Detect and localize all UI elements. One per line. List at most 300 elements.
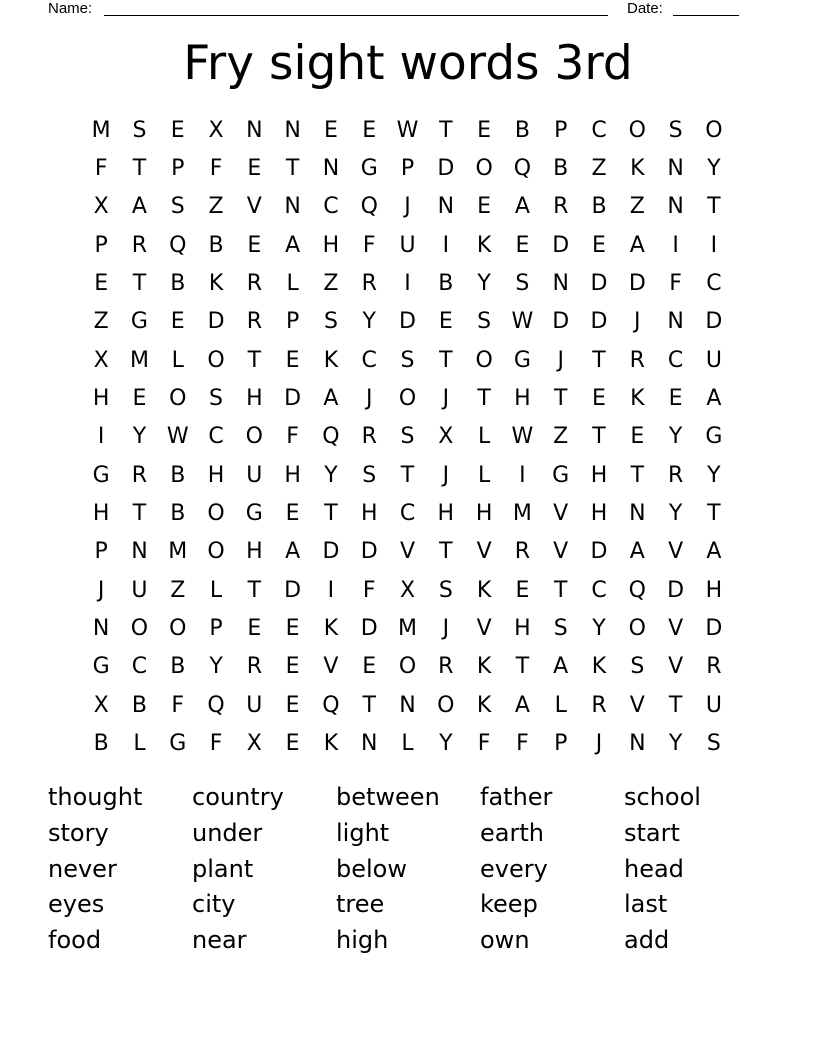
grid-letter: A bbox=[706, 386, 722, 412]
grid-letter: C bbox=[131, 654, 148, 680]
grid-letter: O bbox=[398, 386, 417, 412]
grid-letter: K bbox=[630, 156, 645, 182]
grid-letter: R bbox=[438, 654, 454, 680]
grid-letter: X bbox=[93, 194, 109, 220]
grid-letter: K bbox=[476, 654, 492, 680]
grid-letter: B bbox=[170, 654, 186, 680]
grid-letter: R bbox=[591, 692, 607, 718]
word-list-item: eyes bbox=[48, 890, 105, 919]
grid-letter: D bbox=[284, 386, 302, 412]
letter-grid bbox=[82, 111, 733, 763]
grid-letter: Q bbox=[322, 424, 340, 450]
grid-letter: P bbox=[554, 117, 568, 143]
grid-letter: O bbox=[705, 117, 723, 143]
grid-letter: V bbox=[668, 539, 684, 565]
grid-letter: E bbox=[170, 309, 185, 335]
grid-letter: Y bbox=[362, 309, 376, 335]
grid-letter: S bbox=[438, 577, 453, 603]
grid-letter: S bbox=[400, 424, 415, 450]
grid-letter: V bbox=[399, 539, 416, 565]
grid-letter: N bbox=[92, 616, 110, 642]
grid-letter: L bbox=[401, 731, 414, 757]
grid-letter: P bbox=[171, 156, 185, 182]
grid-letter: A bbox=[553, 654, 569, 680]
grid-letter: O bbox=[245, 424, 263, 450]
grid-letter: S bbox=[170, 194, 185, 220]
grid-letter: A bbox=[131, 194, 147, 220]
grid-letter: M bbox=[91, 117, 111, 143]
grid-letter: E bbox=[477, 194, 492, 220]
grid-letter: J bbox=[442, 616, 450, 642]
grid-letter: A bbox=[323, 386, 339, 412]
grid-letter: J bbox=[404, 194, 411, 220]
grid-letter: K bbox=[476, 232, 492, 258]
grid-letter: K bbox=[630, 386, 645, 412]
grid-letter: A bbox=[629, 539, 645, 565]
word-list-item: head bbox=[624, 854, 684, 883]
grid-letter: N bbox=[629, 501, 646, 527]
grid-letter: D bbox=[552, 309, 570, 335]
grid-letter: N bbox=[246, 117, 263, 143]
grid-letter: Q bbox=[322, 692, 340, 718]
grid-letter: O bbox=[130, 616, 149, 642]
grid-letter: I bbox=[327, 577, 335, 603]
grid-letter: E bbox=[285, 654, 300, 680]
grid-letter: U bbox=[399, 232, 416, 258]
grid-letter: V bbox=[476, 616, 492, 642]
grid-letter: E bbox=[285, 501, 300, 527]
grid-letter: N bbox=[284, 194, 301, 220]
grid-letter: U bbox=[131, 577, 148, 603]
grid-letter: H bbox=[705, 577, 723, 603]
word-list-item: city bbox=[192, 890, 236, 919]
grid-letter: U bbox=[705, 692, 722, 718]
grid-letter: O bbox=[169, 386, 187, 412]
grid-letter: E bbox=[285, 616, 300, 642]
grid-letter: L bbox=[171, 347, 184, 373]
grid-letter: R bbox=[629, 347, 645, 373]
grid-letter: T bbox=[439, 117, 453, 143]
word-list-item: plant bbox=[192, 854, 254, 883]
grid-letter: D bbox=[705, 616, 723, 642]
grid-letter: Y bbox=[132, 424, 147, 450]
grid-letter: A bbox=[285, 539, 301, 565]
word-list-item: under bbox=[192, 818, 263, 847]
grid-letter: P bbox=[94, 232, 108, 258]
grid-letter: G bbox=[92, 462, 110, 488]
grid-letter: H bbox=[284, 462, 301, 488]
grid-letter: R bbox=[246, 271, 262, 297]
grid-letter: C bbox=[591, 577, 607, 603]
grid-letter: F bbox=[209, 731, 223, 757]
grid-letter: U bbox=[246, 692, 263, 718]
grid-letter: S bbox=[630, 654, 645, 680]
grid-letter: W bbox=[396, 117, 419, 143]
grid-letter: D bbox=[667, 577, 685, 603]
grid-letter: U bbox=[246, 462, 263, 488]
grid-letter: H bbox=[514, 386, 531, 412]
grid-letter: G bbox=[92, 654, 110, 680]
grid-letter: G bbox=[130, 309, 148, 335]
grid-letter: H bbox=[360, 501, 378, 527]
grid-letter: J bbox=[365, 386, 373, 412]
grid-letter: O bbox=[169, 616, 187, 642]
grid-letter: Y bbox=[668, 731, 683, 757]
grid-letter: E bbox=[592, 386, 606, 412]
grid-letter: Y bbox=[324, 462, 338, 488]
grid-letter: E bbox=[362, 117, 377, 143]
grid-letter: H bbox=[92, 386, 110, 412]
grid-letter: E bbox=[477, 117, 492, 143]
word-list-item: country bbox=[192, 783, 284, 811]
grid-letter: T bbox=[247, 577, 262, 603]
grid-letter: B bbox=[170, 501, 186, 527]
grid-letter: Y bbox=[707, 156, 721, 182]
grid-letter: T bbox=[592, 424, 606, 450]
grid-letter: B bbox=[514, 117, 530, 143]
word-list-item: story bbox=[48, 818, 109, 847]
word-list-item: never bbox=[48, 854, 117, 883]
grid-letter: E bbox=[592, 232, 606, 258]
grid-letter: L bbox=[477, 462, 491, 488]
grid-letter: L bbox=[477, 424, 491, 450]
grid-letter: T bbox=[285, 156, 300, 182]
word-list-item: add bbox=[624, 926, 670, 955]
grid-letter: H bbox=[514, 616, 531, 642]
grid-letter: A bbox=[514, 194, 530, 220]
word-list-item: own bbox=[480, 926, 530, 955]
grid-letter: P bbox=[285, 309, 300, 335]
grid-letter: F bbox=[94, 156, 108, 182]
grid-letter: O bbox=[398, 654, 417, 680]
grid-letter: B bbox=[208, 232, 224, 258]
grid-letter: H bbox=[475, 501, 493, 527]
word-list-item: earth bbox=[480, 818, 544, 847]
grid-letter: V bbox=[668, 654, 684, 680]
grid-letter: D bbox=[628, 271, 646, 297]
grid-letter: R bbox=[131, 462, 148, 488]
grid-letter: F bbox=[516, 731, 529, 757]
grid-letter: Z bbox=[591, 156, 607, 182]
grid-letter: F bbox=[286, 424, 299, 450]
grid-letter: D bbox=[552, 232, 570, 258]
grid-letter: V bbox=[629, 692, 645, 718]
grid-letter: H bbox=[246, 386, 263, 412]
grid-letter: O bbox=[207, 347, 225, 373]
grid-letter: E bbox=[285, 731, 300, 757]
grid-letter: D bbox=[590, 309, 608, 335]
word-list-item: between bbox=[336, 783, 440, 811]
grid-letter: C bbox=[591, 117, 607, 143]
grid-letter: Y bbox=[439, 731, 453, 757]
grid-letter: S bbox=[362, 462, 377, 488]
grid-letter: S bbox=[477, 309, 492, 335]
grid-letter: Q bbox=[207, 692, 225, 718]
grid-letter: K bbox=[476, 577, 492, 603]
word-list-item: every bbox=[480, 854, 548, 883]
word-list-item: near bbox=[192, 926, 247, 955]
grid-letter: G bbox=[360, 156, 378, 182]
grid-letter: Z bbox=[323, 271, 339, 297]
name-blank-line[interactable] bbox=[104, 15, 608, 16]
word-list-item: thought bbox=[48, 783, 143, 811]
grid-letter: D bbox=[207, 309, 225, 335]
word-list-item: food bbox=[48, 926, 102, 955]
grid-letter: M bbox=[168, 539, 188, 565]
grid-letter: E bbox=[323, 117, 338, 143]
grid-letter: F bbox=[171, 692, 185, 718]
grid-letter: E bbox=[247, 616, 262, 642]
grid-letter: T bbox=[324, 501, 338, 527]
grid-letter: A bbox=[629, 232, 645, 258]
grid-letter: O bbox=[628, 616, 646, 642]
grid-letter: F bbox=[209, 156, 223, 182]
grid-letter: O bbox=[628, 117, 646, 143]
grid-letter: V bbox=[553, 501, 569, 527]
grid-letter: L bbox=[286, 271, 299, 297]
grid-letter: Y bbox=[707, 462, 721, 488]
grid-letter: N bbox=[667, 156, 684, 182]
grid-letter: H bbox=[92, 501, 110, 527]
grid-letter: E bbox=[285, 347, 300, 373]
grid-letter: T bbox=[439, 539, 453, 565]
grid-letter: E bbox=[362, 654, 377, 680]
grid-letter: F bbox=[362, 232, 376, 258]
grid-letter: G bbox=[169, 731, 187, 757]
grid-letter: U bbox=[705, 347, 722, 373]
grid-letter: N bbox=[322, 156, 340, 182]
word-list-item: father bbox=[480, 783, 553, 811]
grid-letter: P bbox=[209, 616, 223, 642]
grid-letter: V bbox=[553, 539, 569, 565]
grid-letter: R bbox=[361, 424, 377, 450]
grid-letter: Y bbox=[209, 654, 223, 680]
grid-letter: T bbox=[362, 692, 376, 718]
grid-letter: A bbox=[285, 232, 301, 258]
grid-letter: T bbox=[553, 386, 568, 412]
grid-letter: W bbox=[511, 424, 534, 450]
grid-letter: N bbox=[399, 692, 416, 718]
grid-letter: N bbox=[131, 539, 148, 565]
name-label: Name: bbox=[48, 0, 93, 17]
grid-letter: I bbox=[710, 232, 718, 258]
grid-letter: D bbox=[322, 539, 340, 565]
grid-letter: T bbox=[630, 462, 645, 488]
grid-letter: L bbox=[554, 692, 567, 718]
grid-letter: F bbox=[362, 577, 376, 603]
grid-letter: G bbox=[513, 347, 531, 373]
grid-letter: D bbox=[590, 539, 608, 565]
grid-letter: E bbox=[515, 577, 530, 603]
grid-letter: T bbox=[553, 577, 568, 603]
grid-letter: J bbox=[442, 386, 450, 412]
grid-letter: T bbox=[707, 501, 721, 527]
page-title: Fry sight words 3rd bbox=[183, 36, 633, 91]
grid-letter: R bbox=[246, 309, 262, 335]
grid-letter: X bbox=[93, 692, 109, 718]
grid-letter: R bbox=[553, 194, 569, 220]
word-list-item: school bbox=[624, 783, 701, 811]
grid-letter: B bbox=[170, 271, 186, 297]
grid-letter: R bbox=[667, 462, 684, 488]
grid-letter: E bbox=[247, 232, 262, 258]
grid-letter: T bbox=[515, 654, 530, 680]
grid-letter: I bbox=[519, 462, 526, 488]
grid-letter: E bbox=[170, 117, 185, 143]
grid-letter: X bbox=[438, 424, 454, 450]
grid-letter: X bbox=[246, 731, 262, 757]
grid-letter: P bbox=[94, 539, 108, 565]
word-list-item: tree bbox=[336, 890, 385, 919]
grid-letter: B bbox=[93, 731, 109, 757]
grid-letter: S bbox=[400, 347, 415, 373]
grid-letter: M bbox=[512, 501, 532, 527]
word-list-item: high bbox=[336, 926, 389, 955]
grid-letter: Q bbox=[360, 194, 378, 220]
grid-letter: Z bbox=[208, 194, 224, 220]
grid-letter: I bbox=[672, 232, 679, 258]
grid-letter: C bbox=[323, 194, 339, 220]
grid-letter: O bbox=[207, 539, 225, 565]
grid-letter: T bbox=[132, 156, 147, 182]
grid-letter: L bbox=[133, 731, 146, 757]
date-blank-line[interactable] bbox=[673, 15, 739, 16]
grid-letter: O bbox=[475, 347, 493, 373]
grid-letter: K bbox=[323, 347, 339, 373]
word-list-item: keep bbox=[480, 890, 538, 919]
grid-letter: J bbox=[557, 347, 564, 373]
grid-letter: D bbox=[360, 616, 378, 642]
grid-letter: X bbox=[208, 117, 224, 143]
grid-letter: Q bbox=[169, 232, 187, 258]
grid-letter: D bbox=[360, 539, 378, 565]
grid-letter: I bbox=[442, 232, 450, 258]
grid-letter: Q bbox=[628, 577, 646, 603]
grid-letter: N bbox=[437, 194, 455, 220]
grid-letter: E bbox=[668, 386, 683, 412]
grid-letter: E bbox=[285, 692, 300, 718]
grid-letter: H bbox=[322, 232, 340, 258]
grid-letter: X bbox=[93, 347, 109, 373]
grid-letter: D bbox=[705, 309, 723, 335]
date-label: Date: bbox=[627, 0, 663, 17]
grid-letter: Z bbox=[553, 424, 569, 450]
grid-letter: E bbox=[247, 156, 262, 182]
grid-letter: X bbox=[399, 577, 416, 603]
grid-letter: Y bbox=[477, 271, 491, 297]
grid-letter: D bbox=[399, 309, 416, 335]
grid-letter: R bbox=[514, 539, 531, 565]
grid-letter: T bbox=[477, 386, 491, 412]
grid-letter: N bbox=[284, 117, 301, 143]
grid-letter: E bbox=[515, 232, 530, 258]
grid-letter: B bbox=[591, 194, 607, 220]
word-list-item: start bbox=[624, 818, 680, 847]
grid-letter: T bbox=[439, 347, 453, 373]
grid-letter: Z bbox=[629, 194, 645, 220]
grid-letter: A bbox=[514, 692, 530, 718]
grid-letter: K bbox=[323, 616, 339, 642]
grid-letter: D bbox=[284, 577, 302, 603]
grid-letter: B bbox=[553, 156, 569, 182]
grid-letter: M bbox=[398, 616, 418, 642]
word-list-item: light bbox=[336, 818, 390, 847]
grid-letter: T bbox=[132, 501, 147, 527]
grid-letter: B bbox=[131, 692, 147, 718]
grid-letter: E bbox=[630, 424, 645, 450]
grid-letter: Y bbox=[668, 501, 683, 527]
grid-letter: K bbox=[323, 731, 339, 757]
grid-letter: T bbox=[592, 347, 606, 373]
grid-letter: D bbox=[437, 156, 455, 182]
grid-letter: C bbox=[399, 501, 416, 527]
grid-letter: T bbox=[132, 271, 147, 297]
grid-letter: T bbox=[668, 692, 683, 718]
grid-letter: B bbox=[170, 462, 186, 488]
grid-letter: R bbox=[706, 654, 722, 680]
grid-letter: K bbox=[591, 654, 607, 680]
grid-letter: Z bbox=[170, 577, 186, 603]
grid-letter: P bbox=[400, 156, 415, 182]
grid-letter: F bbox=[477, 731, 491, 757]
grid-letter: O bbox=[437, 692, 455, 718]
grid-letter: N bbox=[667, 309, 684, 335]
grid-letter: V bbox=[246, 194, 262, 220]
grid-letter: S bbox=[132, 117, 147, 143]
grid-letter: V bbox=[668, 616, 684, 642]
grid-letter: J bbox=[97, 577, 105, 603]
grid-letter: S bbox=[323, 309, 338, 335]
grid-letter: N bbox=[629, 731, 646, 757]
grid-letter: Z bbox=[93, 309, 109, 335]
grid-letter: P bbox=[554, 731, 568, 757]
grid-letter: J bbox=[595, 731, 603, 757]
grid-letter: L bbox=[209, 577, 223, 603]
grid-letter: G bbox=[705, 424, 723, 450]
grid-letter: T bbox=[707, 194, 721, 220]
grid-letter: H bbox=[246, 539, 263, 565]
grid-letter: C bbox=[706, 271, 722, 297]
grid-letter: E bbox=[132, 386, 147, 412]
grid-letter: V bbox=[476, 539, 492, 565]
grid-letter: K bbox=[208, 271, 224, 297]
grid-letter: M bbox=[129, 347, 149, 373]
grid-letter: C bbox=[667, 347, 684, 373]
grid-letter: T bbox=[247, 347, 262, 373]
grid-letter: I bbox=[97, 424, 105, 450]
grid-letter: R bbox=[246, 654, 262, 680]
grid-letter: B bbox=[438, 271, 454, 297]
grid-letter: Y bbox=[668, 424, 683, 450]
grid-letter: H bbox=[207, 462, 225, 488]
grid-letter: R bbox=[361, 271, 377, 297]
grid-letter: N bbox=[360, 731, 378, 757]
grid-letter: J bbox=[442, 462, 450, 488]
grid-letter: N bbox=[552, 271, 569, 297]
grid-letter: W bbox=[511, 309, 534, 335]
grid-letter: Q bbox=[513, 156, 532, 182]
grid-letter: H bbox=[590, 462, 608, 488]
grid-letter: H bbox=[437, 501, 455, 527]
grid-letter: C bbox=[208, 424, 224, 450]
grid-letter: O bbox=[475, 156, 493, 182]
grid-letter: N bbox=[667, 194, 684, 220]
grid-letter: A bbox=[706, 539, 722, 565]
grid-letter: S bbox=[515, 271, 530, 297]
grid-letter: I bbox=[404, 271, 411, 297]
word-list-item: last bbox=[624, 890, 668, 919]
grid-letter: H bbox=[590, 501, 608, 527]
